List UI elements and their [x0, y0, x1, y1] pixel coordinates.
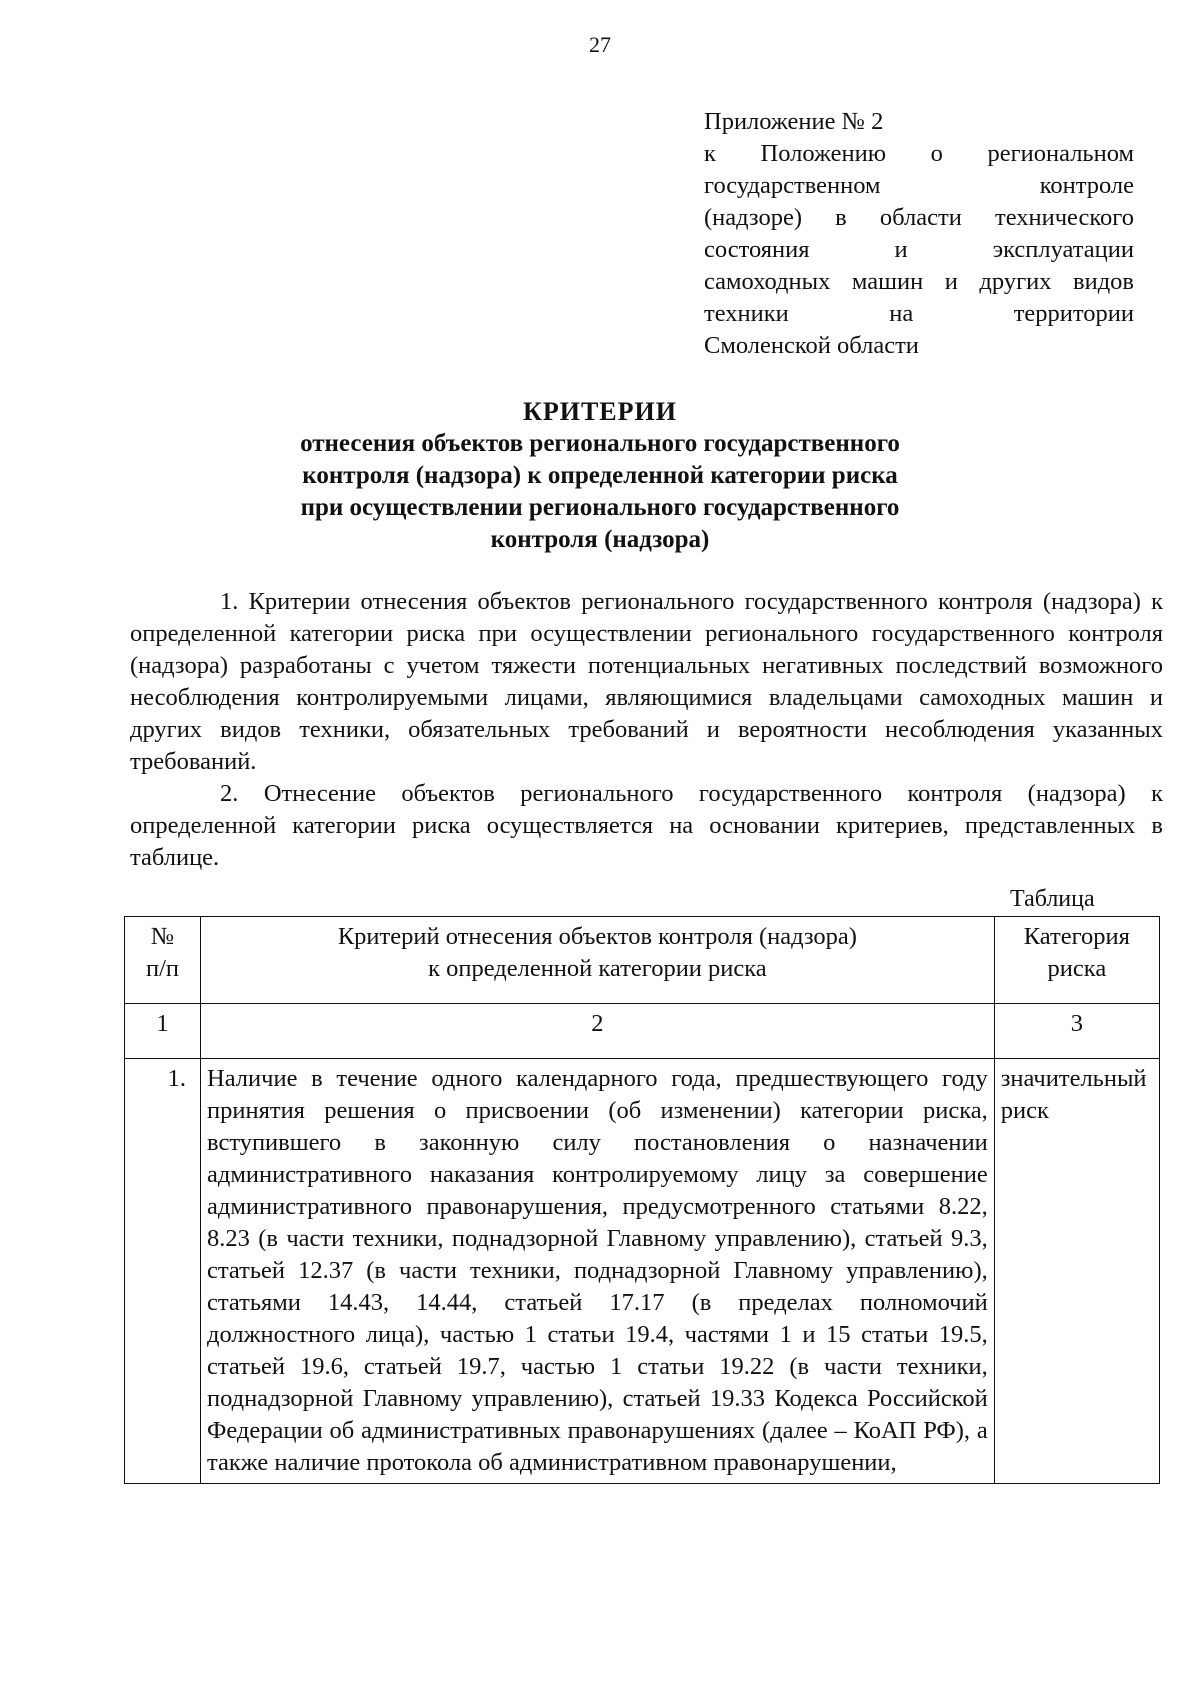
- column-index: 3: [994, 1004, 1159, 1059]
- appendix-line: состояния и эксплуатации: [704, 236, 1134, 263]
- appendix-line: (надзоре) в области технического: [704, 204, 1134, 231]
- table-caption: Таблица: [1010, 886, 1095, 912]
- header-text: №: [150, 923, 175, 950]
- document-title: КРИТЕРИИ: [523, 397, 677, 426]
- appendix-block: [704, 106, 1134, 362]
- header-text: п/п: [145, 955, 180, 982]
- appendix-line: Приложение № 2: [704, 108, 884, 135]
- column-index-row: [125, 1004, 1160, 1059]
- page-number: 27: [589, 32, 611, 57]
- header-text: Критерий отнесения объектов контроля (надзора): [337, 923, 857, 950]
- paragraph: 2. Отнесение объектов регионального государственного контроля (надзора) к определенной категории риска осуществляется на основании критериев, представленных в таблице.: [130, 780, 1163, 871]
- header-category: [994, 917, 1159, 1004]
- header-criterion: [201, 917, 995, 1004]
- column-index: 1: [125, 1004, 201, 1059]
- table-row: [125, 1059, 1160, 1484]
- body-text: [130, 586, 1163, 874]
- appendix-line: самоходных машин и других видов: [704, 268, 1134, 295]
- subtitle-line: отнесения объектов регионального государственного: [300, 430, 900, 457]
- subtitle-line: контроля (надзора) к определенной категории риска: [302, 462, 898, 489]
- appendix-line: государственном контроле: [704, 172, 1134, 199]
- subtitle-line: при осуществлении регионального государственного: [300, 494, 900, 521]
- row-category: значительный риск: [994, 1059, 1159, 1484]
- header-text: Категория: [1023, 923, 1130, 950]
- subtitle-line: контроля (надзора): [490, 526, 710, 553]
- appendix-line: к Положению о региональном: [704, 140, 1134, 167]
- table-header-row: [125, 917, 1160, 1004]
- row-number: 1.: [125, 1059, 201, 1484]
- document-heading: [0, 396, 1200, 556]
- column-index: 2: [201, 1004, 995, 1059]
- header-text: риска: [1047, 955, 1107, 982]
- header-num: [125, 917, 201, 1004]
- row-criterion: Наличие в течение одного календарного года, предшествующего году принятия решения о присвоении (об изменении) категории риска, вступившего в законную силу постановления о назначении административного наказания контролируемому лицу за совершение административного правонарушения, предусмотренного статьями 8.22, 8.23 (в части техники, поднадзорной Главному управлению), статьей 9.3, статьей 12.37 (в части техники, поднадзорной Главному управлению), статьями 14.43, 14.44, статьей 17.17 (в пределах полномочий должностного лица), частью 1 статьи 19.4, частями 1 и 15 статьи 19.5, статьей 19.6, статьей 19.7, частью 1 статьи 19.22 (в части техники, поднадзорной Главному управлению), статьей 19.33 Кодекса Российской Федерации об административных правонарушениях (далее – КоАП РФ), а также наличие протокола об административном правонарушении,: [201, 1059, 995, 1484]
- header-text: к определенной категории риска: [428, 955, 767, 982]
- appendix-line: техники на территории: [704, 300, 1134, 327]
- criteria-table: [124, 916, 1160, 1484]
- appendix-line: Смоленской области: [704, 332, 919, 359]
- paragraph: 1. Критерии отнесения объектов регионального государственного контроля (надзора) к определенной категории риска при осуществлении регионального государственного контроля (надзора) разработаны с учетом тяжести потенциальных негативных последствий возможного несоблюдения контролируемыми лицами, являющимися владельцами самоходных машин и других видов техники, обязательных требований и вероятности несоблюдения указанных требований.: [130, 588, 1163, 775]
